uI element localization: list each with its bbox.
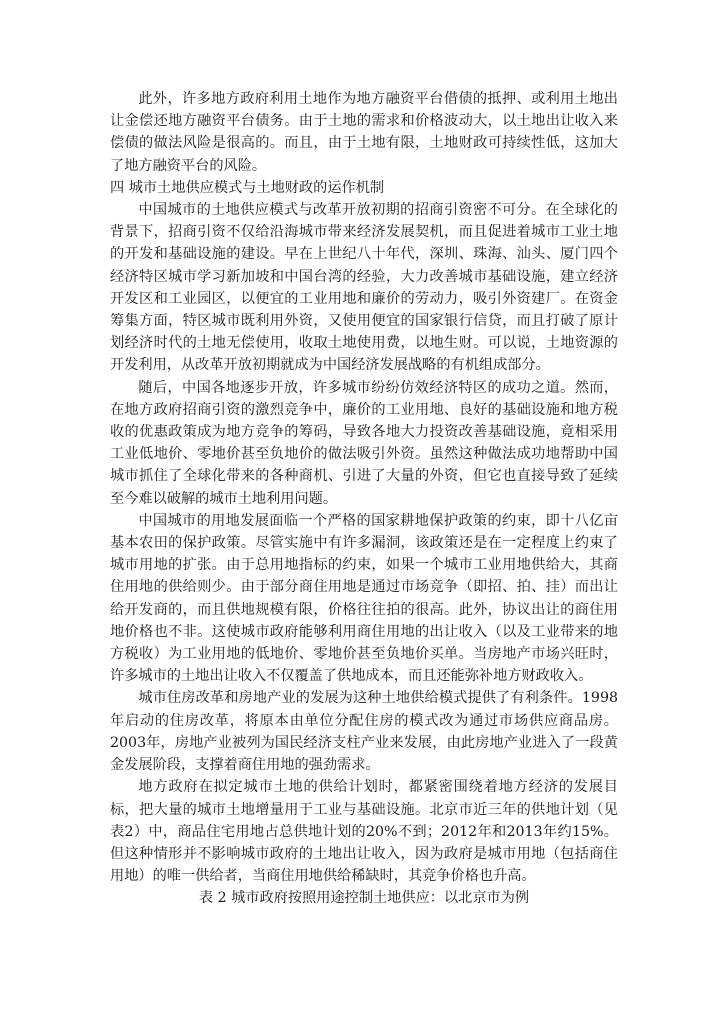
body-paragraph: 城市住房改革和房地产业的发展为这种土地供给模式提供了有利条件。1998年启动的住房改革，将原本由单位分配住房的模式改为通过市场供应商品房。2003年，房地产业被列为国民经济支柱产业来发展，由此房地产业进入了一段黄金发展阶段，支撑着商住用地的强劲需求。 — [110, 690, 618, 774]
table-caption: 表 2 城市政府按照用途控制土地供应：以北京市为例 — [198, 890, 530, 907]
body-paragraph: 中国城市的土地供应模式与改革开放初期的招商引资密不可分。在全球化的背景下，招商引资不仅给沿海城市带来经济发展契机，而且促进着城市工业土地的开发和基础设施的建设。早在上世纪八十年代，深圳、珠海、汕头、厦门四个经济特区城市学习新加坡和中国台湾的经验，大力改善城市基础设施，建立经济开发区和工业园区，以便宜的工业用地和廉价的劳动力，吸引外资建厂。在资金筹集方面，特区城市既利用外资，又使用便宜的国家银行信贷，而且打破了原计划经济时代的土地无偿使用，收取土地使用费，以地生财。可以说，土地资源的开发利用，从改革开放初期就成为中国经济发展战略的有机组成部分。 — [110, 202, 618, 374]
body-paragraph: 地方政府在拟定城市土地的供给计划时，都紧密围绕着地方经济的发展目标，把大量的城市土地增量用于工业与基础设施。北京市近三年的供地计划（见表2）中，商品住宅用地占总供地计划的20%不到；2012年和2013年约15%。但这种情形并不影响城市政府的土地出让收入，因为政府是城市用地（包括商住用地）的唯一供给者，当商住用地供给稀缺时，其竞争价格也升高。 — [110, 779, 618, 885]
body-paragraph: 随后，中国各地逐步开放，许多城市纷纷仿效经济特区的成功之道。然而，在地方政府招商引资的激烈竞争中，廉价的工业用地、良好的基础设施和地方税收的优惠政策成为地方竞争的筹码，导致各地大力投资改善基础设施，竟相采用工业低地价、零地价甚至负地价的做法吸引外资。虽然这种做法成功地帮助中国城市抓住了全球化带来的各种商机、引进了大量的外资，但它也直接导致了延续至今难以破解的城市土地利用问题。 — [110, 379, 618, 507]
body-paragraph: 此外，许多地方政府利用土地作为地方融资平台借债的抵押、或利用土地出让金偿还地方融资平台债务。由于土地的需求和价格波动大，以土地出让收入来偿债的做法风险是很高的。而且，由于土地有限，土地财政可持续性低，这加大了地方融资平台的风险。 — [110, 91, 618, 174]
document-page — [110, 88, 618, 910]
section-heading: 四 城市土地供应模式与土地财政的运作机制 — [110, 179, 385, 196]
body-paragraph: 中国城市的用地发展面临一个严格的国家耕地保护政策的约束，即十八亿亩基本农田的保护政策。尽管实施中有许多漏洞，该政策还是在一定程度上约束了城市用地的扩张。由于总用地指标的约束，如果一个城市工业用地供给大，其商住用地的供给则少。由于部分商住用地是通过市场竞争（即招、拍、挂）而出让给开发商的，而且供地规模有限，价格往往拍的很高。此外，协议出让的商住用地价格也不非。这使城市政府能够利用商住用地的出让收入（以及工业带来的地方税收）为工业用地的低地价、零地价甚至负地价买单。当房地产市场兴旺时，许多城市的土地出让收入不仅覆盖了供地成本，而且还能弥补地方财政收入。 — [110, 512, 618, 685]
